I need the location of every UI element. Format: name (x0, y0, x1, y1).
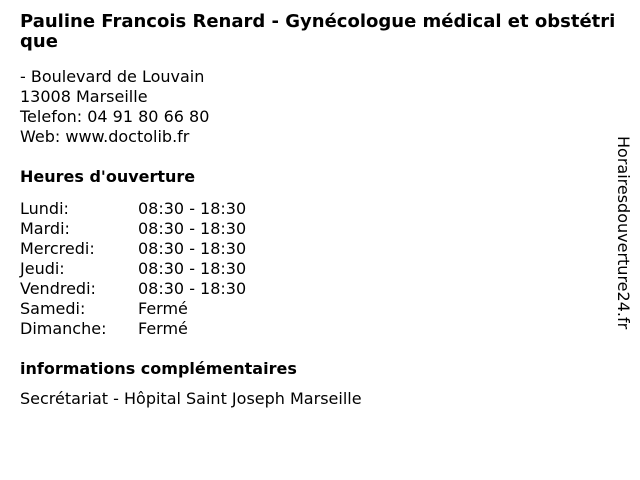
hours-row-wednesday (20, 239, 616, 259)
day-hours: 08:30 - 18:30 (138, 219, 247, 238)
hours-row-friday (20, 279, 616, 299)
day-hours: 08:30 - 18:30 (138, 239, 247, 258)
opening-hours-heading: Heures d'ouverture (20, 167, 196, 186)
day-label: Jeudi: (20, 259, 65, 278)
hours-row-thursday (20, 259, 616, 279)
additional-info-text: Secrétariat - Hôpital Saint Joseph Marseille (20, 389, 362, 408)
website: Web: www.doctolib.fr (20, 127, 190, 146)
day-label: Mercredi: (20, 239, 95, 258)
street-address: - Boulevard de Louvain (20, 67, 205, 86)
day-hours: Fermé (138, 299, 188, 318)
site-watermark: Horairesdouverture24.fr (614, 136, 633, 330)
day-label: Mardi: (20, 219, 70, 238)
city-address: 13008 Marseille (20, 87, 148, 106)
day-label: Lundi: (20, 199, 69, 218)
day-label: Samedi: (20, 299, 86, 318)
day-hours: 08:30 - 18:30 (138, 199, 247, 218)
business-title: Pauline Francois Renard - Gynécologue médical et obstétrique (20, 11, 616, 52)
hours-row-sunday (20, 319, 616, 339)
phone-number: Telefon: 04 91 80 66 80 (20, 107, 210, 126)
opening-hours-list (20, 199, 616, 339)
business-card (20, 12, 616, 409)
day-hours: Fermé (138, 319, 188, 338)
hours-row-saturday (20, 299, 616, 319)
hours-row-monday (20, 199, 616, 219)
contact-block (20, 67, 616, 147)
hours-row-tuesday (20, 219, 616, 239)
day-hours: 08:30 - 18:30 (138, 259, 247, 278)
day-label: Dimanche: (20, 319, 107, 338)
day-hours: 08:30 - 18:30 (138, 279, 247, 298)
day-label: Vendredi: (20, 279, 96, 298)
additional-info-heading: informations complémentaires (20, 359, 297, 378)
